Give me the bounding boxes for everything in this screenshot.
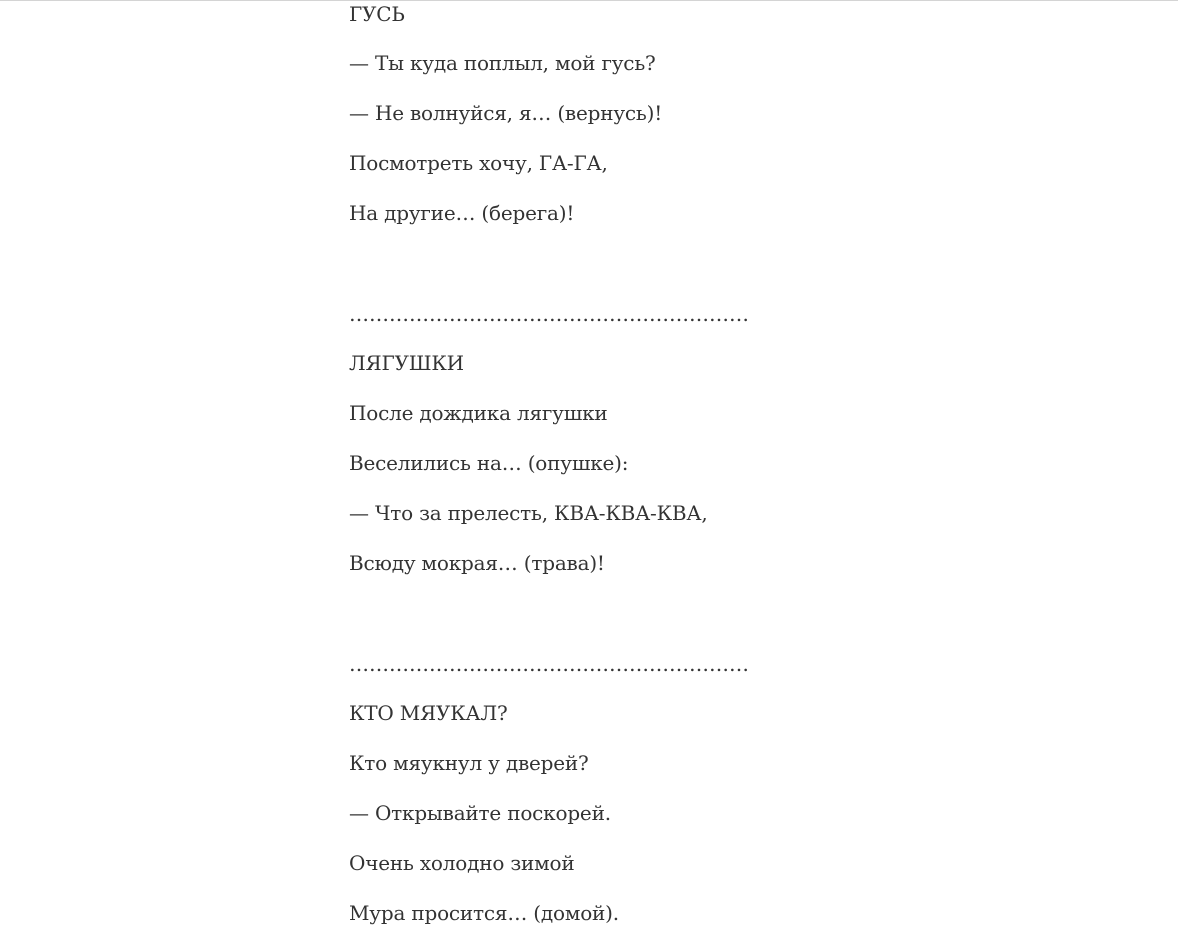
poem-line: Кто мяукнул у дверей? (349, 751, 589, 775)
poem-line: Мура просится… (домой). (349, 901, 619, 925)
poem-line: После дождика лягушки (349, 401, 608, 425)
poem-title: ГУСЬ (349, 2, 405, 26)
poem-line: Посмотреть хочу, ГА-ГА, (349, 151, 608, 175)
poem-line: На другие… (берега)! (349, 201, 575, 225)
poem-line: Веселились на… (опушке): (349, 451, 629, 475)
poem-line: — Не волнуйся, я… (вернусь)! (349, 101, 663, 125)
poem-line: Всюду мокрая… (трава)! (349, 551, 605, 575)
poem-title: КТО МЯУКАЛ? (349, 701, 508, 725)
poem-line: — Открывайте поскорей. (349, 801, 611, 825)
poem-line: Очень холодно зимой (349, 851, 575, 875)
poem-line: — Что за прелесть, КВА-КВА-КВА, (349, 501, 708, 525)
poem-line: — Ты куда поплыл, мой гусь? (349, 51, 656, 75)
poem-title: ЛЯГУШКИ (349, 351, 464, 375)
section-separator: …………………………………………………… (349, 302, 749, 326)
top-divider (0, 0, 1178, 1)
section-separator: …………………………………………………… (349, 652, 749, 676)
